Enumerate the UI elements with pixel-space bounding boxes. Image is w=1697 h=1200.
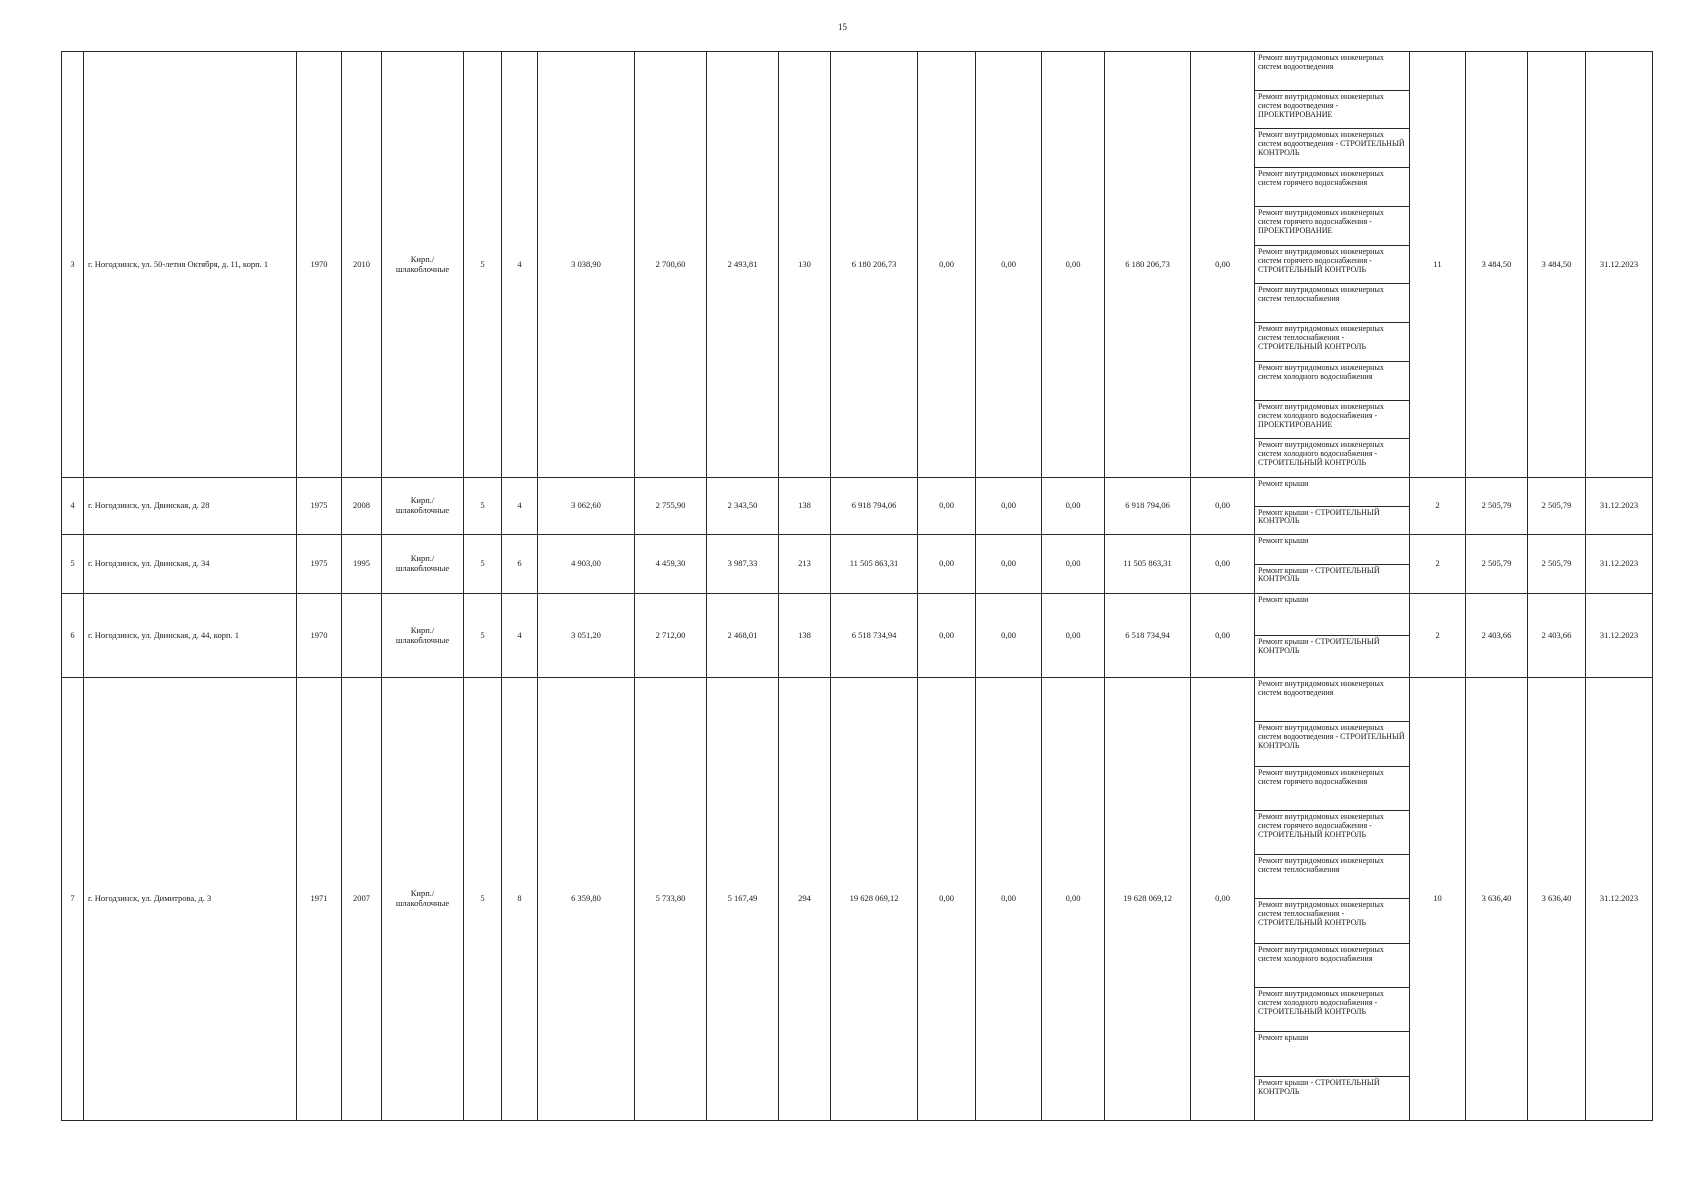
address-cell: г. Ногодзинск, ул. Двинская, д. 34 [84,535,297,594]
works-list [1255,478,1409,534]
deadline-cell: 31.12.2023 [1586,594,1653,678]
year-built-cell: 1975 [297,478,342,535]
table-body [62,52,1653,1121]
work-item: Ремонт внутридомовых инженерных систем горячего водоснабжения - ПРОЕКТИРОВАНИЕ [1255,207,1409,246]
work-item: Ремонт внутридомовых инженерных систем теплоснабжения [1255,284,1409,323]
work-item: Ремонт внутридомовых инженерных систем холодного водоснабжения - СТРОИТЕЛЬНЫЙ КОНТРОЛЬ [1255,988,1409,1032]
fund-owners-cell: 6 180 206,73 [1105,52,1191,478]
entrances-cell: 4 [502,52,538,478]
work-item: Ремонт внутридомовых инженерных систем холодного водоснабжения [1255,362,1409,401]
fund-other-cell: 0,00 [1191,594,1255,678]
works-count-cell: 11 [1410,52,1466,478]
work-item: Ремонт крыши [1255,478,1409,507]
wall-material-cell: Кирп./ шлакоблочные [382,678,464,1121]
work-item: Ремонт внутридомовых инженерных систем горячего водоснабжения - СТРОИТЕЛЬНЫЙ КОНТРОЛЬ [1255,246,1409,285]
deadline-cell: 31.12.2023 [1586,52,1653,478]
works-cell [1255,678,1410,1121]
table-row [62,594,1653,678]
works-list [1255,52,1409,477]
work-item: Ремонт внутридомовых инженерных систем холодного водоснабжения - ПРОЕКТИРОВАНИЕ [1255,401,1409,440]
works-cell [1255,535,1410,594]
works-list [1255,678,1409,1120]
wall-material-cell: Кирп./ шлакоблочные [382,594,464,678]
fund-other-cell: 0,00 [1191,535,1255,594]
year-repair-cell: 2008 [342,478,382,535]
table-row [62,535,1653,594]
works-count-cell: 2 [1410,594,1466,678]
deadline-cell: 31.12.2023 [1586,678,1653,1121]
page-number: 15 [838,22,847,32]
year-repair-cell: 2007 [342,678,382,1121]
work-item: Ремонт крыши - СТРОИТЕЛЬНЫЙ КОНТРОЛЬ [1258,565,1380,584]
total-area-cell: 4 903,00 [538,535,635,594]
year-built-cell: 1970 [297,594,342,678]
row-number: 7 [62,678,84,1121]
fund-federal-cell: 0,00 [918,52,976,478]
work-item: Ремонт крыши [1255,535,1409,565]
entrances-cell: 4 [502,594,538,678]
max-unit-cost-cell: 3 484,50 [1528,52,1586,478]
deadline-cell: 31.12.2023 [1586,535,1653,594]
table-row [62,478,1653,535]
fund-owners-cell: 6 518 734,94 [1105,594,1191,678]
residential-area-cell: 2 493,81 [707,52,779,478]
row-number: 4 [62,478,84,535]
living-area-cell: 2 712,00 [635,594,707,678]
residents-cell: 138 [779,594,831,678]
fund-federal-cell: 0,00 [918,535,976,594]
works-list [1255,594,1409,677]
wall-material-cell: Кирп./ шлакоблочные [382,535,464,594]
unit-cost-cell: 3 636,40 [1466,678,1528,1121]
fund-federal-cell: 0,00 [918,594,976,678]
residential-area-cell: 5 167,49 [707,678,779,1121]
address-cell: г. Ногодзинск, ул. Двинская, д. 44, корп. 1 [84,594,297,678]
works-list [1255,535,1409,593]
address-cell: г. Ногодзинск, ул. Димитрова, д. 3 [84,678,297,1121]
fund-federal-cell: 0,00 [918,478,976,535]
fund-local-cell: 0,00 [1042,594,1105,678]
fund-local-cell: 0,00 [1042,678,1105,1121]
fund-local-cell: 0,00 [1042,52,1105,478]
residents-cell: 130 [779,52,831,478]
works-count-cell: 10 [1410,678,1466,1121]
work-item: Ремонт внутридомовых инженерных систем водоотведения - ПРОЕКТИРОВАНИЕ [1255,91,1409,130]
work-item: Ремонт внутридомовых инженерных систем водоотведения - СТРОИТЕЛЬНЫЙ КОНТРОЛЬ [1255,722,1409,766]
residential-area-cell: 2 468,01 [707,594,779,678]
work-item: Ремонт крыши [1255,594,1409,636]
floors-cell: 5 [464,52,502,478]
fund-owners-cell: 6 918 794,06 [1105,478,1191,535]
work-item: Ремонт внутридомовых инженерных систем теплоснабжения [1255,855,1409,899]
year-repair-cell: 2010 [342,52,382,478]
unit-cost-cell: 2 505,79 [1466,478,1528,535]
total-cost-cell: 6 918 794,06 [831,478,918,535]
year-built-cell: 1971 [297,678,342,1121]
work-item: Ремонт внутридомовых инженерных систем горячего водоснабжения [1255,767,1409,811]
table-row [62,678,1653,1121]
living-area-cell: 4 459,30 [635,535,707,594]
works-cell [1255,594,1410,678]
wall-material-cell: Кирп./ шлакоблочные [382,52,464,478]
work-item: Ремонт внутридомовых инженерных систем горячего водоснабжения - СТРОИТЕЛЬНЫЙ КОНТРОЛЬ [1255,811,1409,855]
fund-owners-cell: 19 628 069,12 [1105,678,1191,1121]
fund-regional-cell: 0,00 [976,52,1042,478]
year-built-cell: 1970 [297,52,342,478]
work-item: Ремонт внутридомовых инженерных систем водоотведения [1255,678,1409,722]
living-area-cell: 2 755,90 [635,478,707,535]
work-item: Ремонт внутридомовых инженерных систем теплоснабжения - СТРОИТЕЛЬНЫЙ КОНТРОЛЬ [1255,323,1409,362]
floors-cell: 5 [464,478,502,535]
address-cell: г. Ногодзинск, ул. 50-летия Октября, д. 11, корп. 1 [84,52,297,478]
work-item: Ремонт внутридомовых инженерных систем теплоснабжения - СТРОИТЕЛЬНЫЙ КОНТРОЛЬ [1255,899,1409,943]
capital-repair-table [61,51,1653,1121]
works-count-cell: 2 [1410,478,1466,535]
fund-federal-cell: 0,00 [918,678,976,1121]
address-cell: г. Ногодзинск, ул. Двинская, д. 28 [84,478,297,535]
work-item: Ремонт крыши - СТРОИТЕЛЬНЫЙ КОНТРОЛЬ [1258,1077,1380,1096]
table-row [62,52,1653,478]
work-item: Ремонт внутридомовых инженерных систем холодного водоснабжения [1255,944,1409,988]
living-area-cell: 5 733,80 [635,678,707,1121]
fund-local-cell: 0,00 [1042,535,1105,594]
work-item: Ремонт крыши - СТРОИТЕЛЬНЫЙ КОНТРОЛЬ [1258,637,1380,655]
floors-cell: 5 [464,535,502,594]
unit-cost-cell: 2 403,66 [1466,594,1528,678]
work-item: Ремонт внутридомовых инженерных систем водоотведения - СТРОИТЕЛЬНЫЙ КОНТРОЛЬ [1255,129,1409,168]
total-area-cell: 3 062,60 [538,478,635,535]
max-unit-cost-cell: 2 505,79 [1528,535,1586,594]
deadline-cell: 31.12.2023 [1586,478,1653,535]
total-area-cell: 6 359,80 [538,678,635,1121]
row-number: 5 [62,535,84,594]
max-unit-cost-cell: 2 505,79 [1528,478,1586,535]
works-cell [1255,478,1410,535]
works-count-cell: 2 [1410,535,1466,594]
total-cost-cell: 11 505 863,31 [831,535,918,594]
residents-cell: 294 [779,678,831,1121]
total-cost-cell: 6 180 206,73 [831,52,918,478]
fund-other-cell: 0,00 [1191,52,1255,478]
residents-cell: 213 [779,535,831,594]
fund-regional-cell: 0,00 [976,535,1042,594]
work-item: Ремонт крыши [1255,1032,1409,1076]
residential-area-cell: 2 343,50 [707,478,779,535]
fund-regional-cell: 0,00 [976,678,1042,1121]
floors-cell: 5 [464,594,502,678]
residents-cell: 138 [779,478,831,535]
fund-owners-cell: 11 505 863,31 [1105,535,1191,594]
fund-other-cell: 0,00 [1191,678,1255,1121]
fund-other-cell: 0,00 [1191,478,1255,535]
row-number: 3 [62,52,84,478]
total-cost-cell: 6 518 734,94 [831,594,918,678]
entrances-cell: 6 [502,535,538,594]
year-repair-cell [342,594,382,678]
floors-cell: 5 [464,678,502,1121]
work-item: Ремонт внутридомовых инженерных систем водоотведения [1255,52,1409,91]
work-item: Ремонт внутридомовых инженерных систем горячего водоснабжения [1255,168,1409,207]
total-area-cell: 3 038,90 [538,52,635,478]
works-cell [1255,52,1410,478]
entrances-cell: 8 [502,678,538,1121]
work-item: Ремонт внутридомовых инженерных систем холодного водоснабжения - СТРОИТЕЛЬНЫЙ КОНТРОЛЬ [1258,440,1384,468]
total-cost-cell: 19 628 069,12 [831,678,918,1121]
entrances-cell: 4 [502,478,538,535]
row-number: 6 [62,594,84,678]
fund-regional-cell: 0,00 [976,594,1042,678]
total-area-cell: 3 051,20 [538,594,635,678]
fund-local-cell: 0,00 [1042,478,1105,535]
year-built-cell: 1975 [297,535,342,594]
fund-regional-cell: 0,00 [976,478,1042,535]
max-unit-cost-cell: 2 403,66 [1528,594,1586,678]
unit-cost-cell: 3 484,50 [1466,52,1528,478]
max-unit-cost-cell: 3 636,40 [1528,678,1586,1121]
wall-material-cell: Кирп./ шлакоблочные [382,478,464,535]
unit-cost-cell: 2 505,79 [1466,535,1528,594]
residential-area-cell: 3 987,33 [707,535,779,594]
living-area-cell: 2 700,60 [635,52,707,478]
work-item: Ремонт крыши - СТРОИТЕЛЬНЫЙ КОНТРОЛЬ [1258,507,1380,526]
year-repair-cell: 1995 [342,535,382,594]
